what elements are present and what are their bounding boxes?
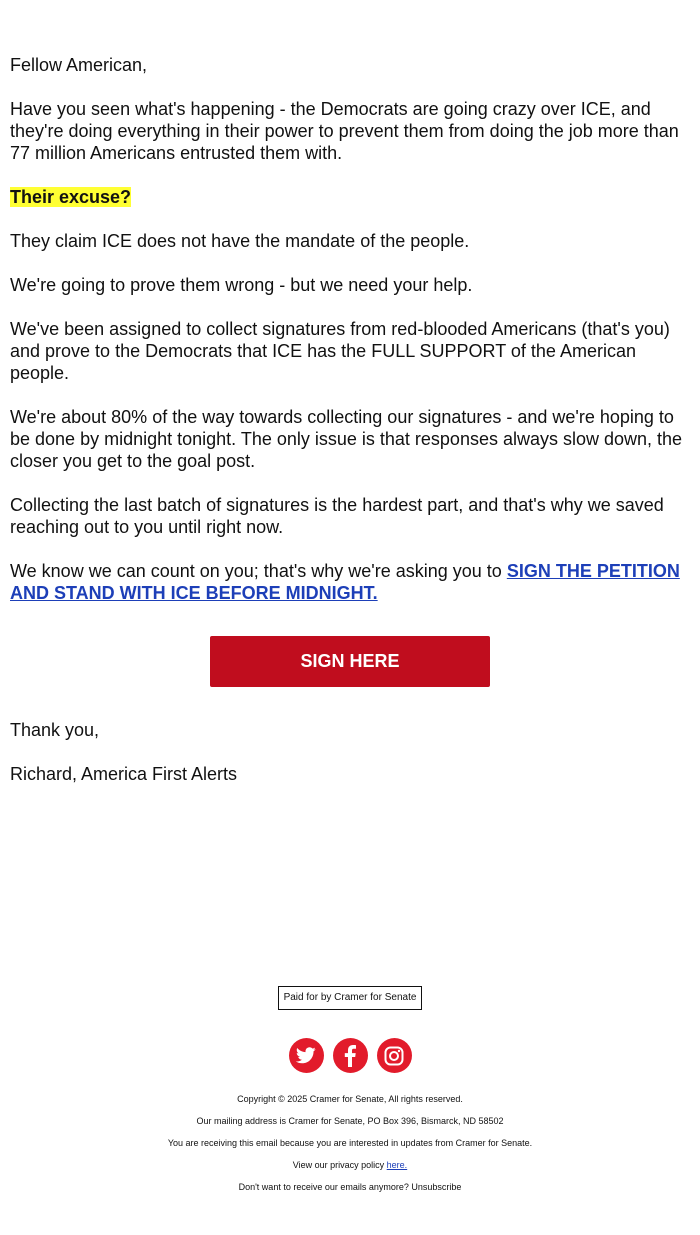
paragraph-7-text: We know we can count on you; that's why we're asking you to [10,561,507,581]
paragraph-7 [10,560,690,604]
mailing-address: Our mailing address is Cramer for Senate, PO Box 396, Bismarck, ND 58502 [196,1116,504,1126]
sign-petition-link[interactable]: SIGN THE PETITION AND STAND WITH ICE BEFORE MIDNIGHT. [10,561,680,603]
social-links [0,1038,700,1073]
email-body [10,54,690,626]
sign-here-button[interactable]: SIGN HERE [210,636,490,687]
privacy-link[interactable]: here. [386,1160,408,1170]
paragraph-2: They claim ICE does not have the mandate of the people. [10,231,470,251]
instagram-icon[interactable] [377,1038,412,1073]
facebook-icon[interactable] [333,1038,368,1073]
signoff [10,719,237,807]
paragraph-6: Collecting the last batch of signatures is the hardest part, and that's why we saved reaching out to you until right now. [10,495,664,537]
paragraph-5: We're about 80% of the way towards collecting our signatures - and we're hoping to be done by midnight tonight. The only issue is that responses always slow down, the closer you get to the goal post. [10,407,683,471]
twitter-icon[interactable] [289,1038,324,1073]
highlighted-heading: Their excuse? [10,187,132,207]
thank-you: Thank you, [10,720,100,740]
receiving-reason: You are receiving this email because you are interested in updates from Cramer for Senate. [167,1138,533,1148]
privacy-text: View our privacy policy [292,1160,387,1170]
footer [0,1094,700,1204]
unsubscribe-line[interactable]: Don't want to receive our emails anymore? Unsubscribe [238,1182,462,1192]
paragraph-3: We're going to prove them wrong - but we need your help. [10,275,473,295]
copyright: Copyright © 2025 Cramer for Senate, All rights reserved. [237,1094,463,1104]
paragraph-4: We've been assigned to collect signatures from red-blooded Americans (that's you) and prove to the Democrats that ICE has the FULL SUPPORT of the American people. [10,319,670,383]
signature: Richard, America First Alerts [10,764,238,784]
privacy-line [0,1160,700,1182]
paid-for-disclaimer: Paid for by Cramer for Senate [278,986,423,1010]
greeting: Fellow American, [10,55,148,75]
paragraph-1: Have you seen what's happening - the Democrats are going crazy over ICE, and they're doing everything in their power to prevent them from doing the job more than 77 million Americans entrusted them with. [10,99,679,163]
